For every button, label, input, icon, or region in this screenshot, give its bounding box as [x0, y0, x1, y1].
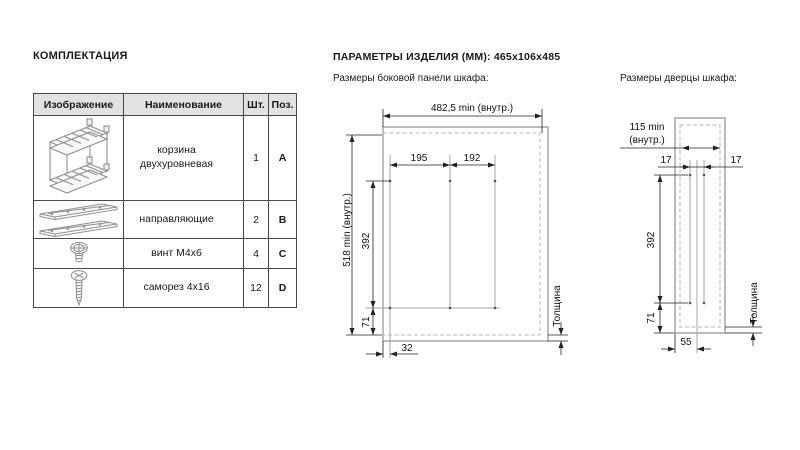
col-header-qty: Шт. [244, 94, 269, 116]
part-pos: A [269, 116, 297, 201]
bottom-offset-label: 71 [361, 316, 372, 328]
col-header-image: Изображение [34, 94, 124, 116]
dim-rail-spans [390, 153, 495, 165]
dim-side-offsets [658, 155, 743, 167]
image-cell [34, 201, 124, 239]
dim-rail-length [361, 181, 391, 308]
offset-left-label: 17 [660, 155, 672, 166]
door-bottom-offset-label: 71 [646, 312, 657, 324]
center-offset-label: 55 [680, 337, 692, 348]
side-panel-subtitle: Размеры боковой панели шкафа: [333, 73, 489, 84]
panel-height-label: 518 min (внутр.) [342, 193, 353, 267]
product-parameters-title: ПАРАМЕТРЫ ИЗДЕЛИЯ (ММ): 465x106x485 [333, 51, 561, 63]
part-qty: 4 [244, 239, 269, 269]
door-inner-dashed [680, 125, 720, 327]
part-name: направляющие [124, 201, 244, 239]
tapping-screw-icon [67, 270, 91, 307]
door-width-label-1: 115 min [629, 122, 665, 133]
part-pos: C [269, 239, 297, 269]
span2-label: 192 [463, 153, 481, 164]
image-cell [34, 116, 124, 201]
part-qty: 12 [244, 269, 269, 308]
door-subtitle: Размеры дверцы шкафа: [620, 73, 737, 84]
dim-bottom-offset [361, 308, 373, 335]
components-table [33, 93, 297, 308]
table-row-tapping-screw [34, 269, 297, 308]
table-row-screw [34, 239, 297, 269]
front-offset-label: 32 [401, 343, 413, 354]
door-width-label-2: (внутр.) [629, 135, 665, 146]
image-cell [34, 239, 124, 269]
panel-inner-dashed [383, 133, 540, 335]
door-rail-length-label: 392 [646, 231, 657, 249]
dim-center-offset [661, 334, 711, 353]
components-section-title: КОМПЛЕКТАЦИЯ [33, 50, 128, 62]
drawer-slides-icon [38, 202, 120, 238]
col-header-name: Наименование [124, 94, 244, 116]
dim-door-bottom-offset [646, 303, 675, 333]
part-qty: 2 [244, 201, 269, 239]
table-row-basket [34, 116, 297, 201]
part-name: винт M4x6 [124, 239, 244, 269]
part-qty: 1 [244, 116, 269, 201]
panel-thickness-label: Толщина [552, 285, 563, 327]
panel-width-label: 482,5 min (внутр.) [430, 103, 514, 114]
rail-length-label: 392 [361, 232, 372, 250]
part-name: саморез 4x16 [124, 269, 244, 308]
offset-right-label: 17 [730, 155, 742, 166]
image-cell [34, 269, 124, 308]
door-thickness-label: Толщина [749, 282, 760, 324]
dim-door-thickness [725, 282, 762, 346]
panel-rail-lines [366, 155, 500, 358]
table-row-slides [34, 201, 297, 239]
two-level-basket-icon [45, 118, 113, 198]
side-panel-drawing [330, 88, 580, 370]
part-name: корзина двухуровневая [124, 116, 244, 201]
door-rail-lines [689, 160, 706, 353]
dim-panel-thickness [548, 285, 568, 355]
part-pos: B [269, 201, 297, 239]
dim-door-rail-length [646, 175, 688, 303]
table-header-row [34, 94, 297, 116]
dim-panel-width [383, 103, 542, 133]
machine-screw-icon [67, 241, 91, 266]
dim-door-inner-width [620, 122, 720, 148]
span1-label: 195 [410, 153, 428, 164]
col-header-pos: Поз. [269, 94, 297, 116]
part-pos: D [269, 269, 297, 308]
door-outline [675, 118, 725, 333]
door-drawing [600, 88, 780, 370]
dim-front-offset [366, 341, 418, 358]
